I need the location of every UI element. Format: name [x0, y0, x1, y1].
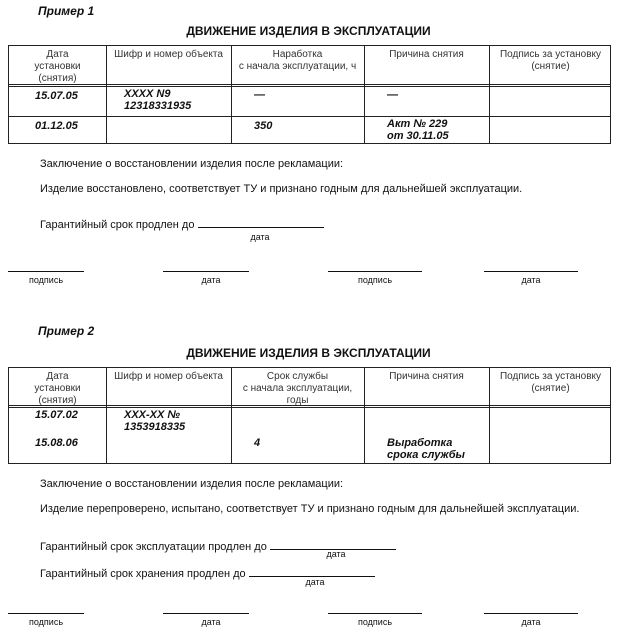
conclusion-text-2: Изделие перепроверено, испытано, соответствует ТУ и признано годным для дальнейшей эксплуатации.: [40, 503, 580, 515]
sig1-2: дата: [201, 275, 221, 285]
row1-value: —: [254, 89, 265, 101]
row2-1-date: 15.07.02: [35, 409, 78, 421]
header2-signature: Подпись за установку (снятие): [499, 371, 602, 394]
conclusion-text-1: Изделие восстановлено, соответствует ТУ и признано годным для дальнейшей эксплуатации.: [40, 183, 523, 195]
sig2-3: подпись: [357, 617, 393, 627]
row2-date: 01.12.05: [35, 120, 78, 132]
header2-service-life: Срок службы с начала эксплуатации, годы: [242, 371, 353, 406]
row1-reason: —: [387, 89, 398, 101]
conclusion-label-1: Заключение о восстановлении изделия после рекламации:: [40, 158, 344, 170]
row2-2-reason: Выработка срока службы: [387, 437, 465, 461]
sig2-1: подпись: [28, 617, 64, 627]
sig1-4: дата: [521, 275, 541, 285]
example-1-label: Пример 1: [38, 4, 95, 18]
warranty-caption-2a: дата: [326, 549, 346, 559]
sig2-4: дата: [521, 617, 541, 627]
row2-value: 350: [254, 120, 273, 132]
header2-reason: Причина снятия: [389, 371, 464, 382]
header2-code: Шифр и номер объекта: [114, 371, 223, 382]
warranty-caption-2b: дата: [305, 577, 325, 587]
warranty-line-2b: Гарантийный срок хранения продлен до: [40, 565, 375, 581]
sig1-1: подпись: [28, 275, 64, 285]
conclusion-label-2: Заключение о восстановлении изделия после рекламации:: [40, 478, 344, 490]
row2-reason: Акт № 229 от 30.11.05: [387, 118, 449, 142]
warranty-caption-1: дата: [250, 232, 270, 242]
header2-date: Дата установки (снятия): [34, 371, 81, 406]
row1-code: ХХХХ N9 12318331935: [124, 88, 192, 112]
header-code: Шифр и номер объекта: [114, 49, 223, 60]
warranty-line-1: Гарантийный срок продлен до: [40, 216, 324, 232]
row2-2-value: 4: [254, 437, 261, 449]
table-2-title: ДВИЖЕНИЕ ИЗДЕЛИЯ В ЭКСПЛУАТАЦИИ: [186, 346, 431, 360]
sig2-2: дата: [201, 617, 221, 627]
header-operating-time: Наработка с начала эксплуатации, ч: [238, 49, 357, 72]
header-date: Дата установки (снятия): [34, 49, 81, 84]
header-signature: Подпись за установку (снятие): [499, 49, 602, 72]
table-1-title: ДВИЖЕНИЕ ИЗДЕЛИЯ В ЭКСПЛУАТАЦИИ: [186, 24, 431, 38]
row1-date: 15.07.05: [35, 90, 78, 102]
sig1-3: подпись: [357, 275, 393, 285]
example-2-label: Пример 2: [38, 324, 95, 338]
warranty-line-2a: Гарантийный срок эксплуатации продлен до: [40, 538, 396, 554]
row2-1-code: ХХХ-ХХ № 1353918335: [124, 409, 186, 433]
row2-2-date: 15.08.06: [35, 437, 78, 449]
header-reason: Причина снятия: [389, 49, 464, 60]
table-1: [8, 45, 611, 144]
table-2: [8, 367, 611, 464]
